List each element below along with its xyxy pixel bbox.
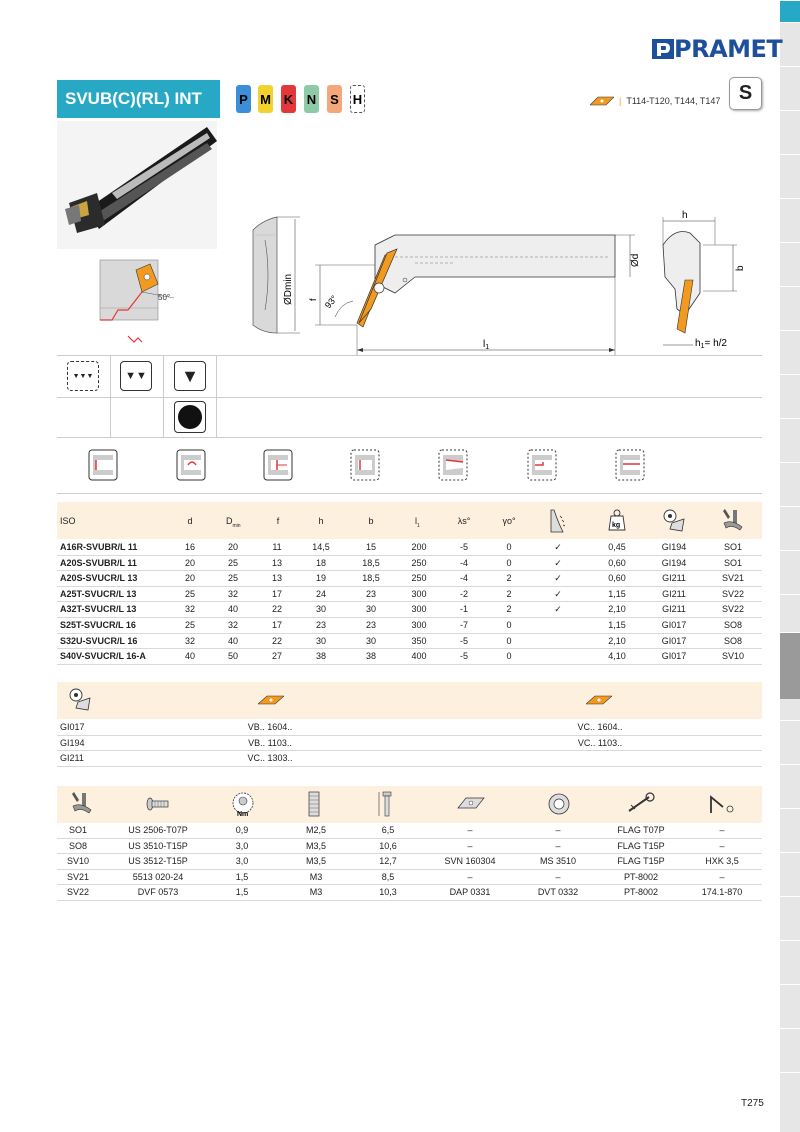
section-tab-strip (780, 0, 800, 1132)
screw-icon (146, 796, 170, 812)
insert-table-row-divider (57, 750, 762, 751)
insert-table-cell: GI211 (60, 753, 84, 764)
main-table-cell: 13 (271, 557, 282, 568)
operation-facing-icon (263, 449, 293, 481)
main-table-cell: 20 (184, 557, 195, 568)
parts-table-cell: FLAG T15P (617, 840, 665, 851)
dim-h1-label: $h_1= h/2$ (695, 338, 727, 350)
main-table-cell: -4 (459, 573, 468, 584)
main-table-cell: 1,15 (608, 588, 626, 599)
main-table-cell: -7 (459, 620, 468, 630)
main-table-cell: 11 (272, 542, 282, 552)
parts-table-cell: 0,9 (235, 825, 249, 835)
main-table-cell: 2 (506, 588, 512, 599)
parts-table-cell: SV10 (66, 856, 90, 867)
material-badge-p: P (236, 85, 251, 113)
main-table-cell: GI194 (661, 557, 687, 568)
main-table-cell: -4 (459, 557, 468, 568)
main-table-cell: A20S-SVUCR/L 13 (60, 573, 138, 584)
main-table-cell: 0 (506, 635, 512, 646)
main-table-cell: 200 (411, 542, 427, 552)
parts-table-cell: FLAG T07P (617, 825, 665, 835)
parts-table-cell: SV22 (66, 887, 90, 898)
main-table-cell: 300 (411, 604, 427, 615)
main-table-cell: 15 (365, 542, 376, 552)
main-table-cell: -2 (459, 588, 468, 599)
parts-table-cell: 5513 020-24 (132, 871, 184, 882)
pramet-logo-text: PRAMET (674, 35, 783, 63)
coolant-icon (548, 508, 568, 534)
parts-table-cell: – (555, 825, 561, 835)
main-table-header (57, 502, 762, 539)
operation-boring-icon (88, 449, 118, 481)
main-table-cell: GI211 (662, 588, 686, 599)
main-table-cell: 300 (411, 620, 427, 630)
main-table-cell: 30 (315, 604, 326, 615)
main-table-cell: 0,60 (608, 573, 626, 584)
medium-cut-icon: ▼▼ (120, 361, 152, 391)
main-table-cell: -5 (459, 542, 468, 552)
main-table-cell: ✓ (554, 588, 562, 599)
main-table-cell: SO1 (723, 557, 742, 568)
main-table-cell: 23 (365, 620, 376, 630)
main-table-cell: GI017 (661, 635, 687, 646)
main-table-cell: GI211 (662, 573, 686, 584)
parts-table-cell: SV21 (66, 871, 90, 882)
main-table-cell: SV21 (721, 573, 745, 584)
parts-table-cell: HXK 3,5 (705, 856, 739, 867)
main-table-cell: 300 (411, 588, 427, 599)
main-table-cell: 19 (315, 573, 326, 584)
parts-table-cell: 3,0 (235, 856, 249, 867)
main-table-cell: 32 (184, 635, 195, 646)
parts-table-cell: – (719, 840, 725, 851)
main-table-cell: A16R-SVUBR/L 11 (60, 542, 138, 552)
insert-reference-text: T114-T120, T144, T147 (626, 96, 721, 106)
main-table-cell: 250 (411, 573, 427, 584)
main-table-cell: 40 (184, 651, 195, 662)
main-table-cell: 25 (227, 557, 238, 568)
parts-table-cell: US 3510-T15P (128, 840, 188, 851)
col-header-lambda: λs° (457, 516, 471, 526)
parts-table-cell: PT-8002 (623, 887, 659, 898)
main-table-cell: 400 (411, 651, 427, 662)
parts-table-cell: – (719, 825, 725, 835)
parts-table-cell: 10,3 (379, 887, 397, 898)
parts-table-cell: 8,5 (381, 871, 395, 882)
parts-table-cell: 1,5 (235, 887, 249, 898)
main-table-cell: 0 (506, 651, 512, 662)
parts-table-cell: DVT 0332 (537, 887, 579, 898)
main-table-cell: 0,45 (608, 542, 626, 552)
main-table-cell: 2 (506, 573, 512, 584)
parts-table-cell: DAP 0331 (449, 887, 491, 898)
main-table-cell: 23 (315, 620, 326, 630)
main-table-cell: 32 (227, 620, 238, 630)
main-table-cell: 30 (365, 635, 376, 646)
parts-table-cell: FLAG T15P (617, 856, 665, 867)
insert-table-row-divider (57, 766, 762, 767)
main-table-cell: 30 (315, 635, 326, 646)
main-table-cell: SV10 (721, 651, 745, 662)
light-cut-icon: ▼▼▼ (67, 361, 99, 391)
main-table-cell: 13 (271, 573, 282, 584)
main-table-cell: 30 (365, 604, 376, 615)
main-table-cell: 18,5 (362, 557, 380, 568)
main-table-cell: 23 (365, 588, 376, 599)
main-table-cell: -5 (459, 651, 468, 662)
parts-table-cell: M3,5 (305, 840, 326, 851)
insert-table-cell: VB.. 1604.. (247, 722, 293, 732)
section-tab-current (780, 632, 800, 699)
operation-internal-icon (350, 449, 380, 481)
dim-l1-label: $l_1$ (483, 339, 490, 351)
main-table-cell: 14,5 (312, 542, 330, 552)
main-table-cell: ✓ (554, 573, 562, 584)
insert-table-cell: VC.. 1103.. (577, 737, 623, 748)
col-header-l1: $l_1$ (415, 516, 420, 529)
parts-table-cell: 174.1-870 (701, 887, 743, 898)
main-table-cell: 17 (271, 588, 282, 599)
svg-text:Nm: Nm (237, 811, 249, 818)
main-table-cell: SO8 (723, 635, 742, 646)
insert-table-row-divider (57, 735, 762, 736)
main-table-cell: 0,60 (608, 557, 626, 568)
main-table-cell: S32U-SVUCR/L 16 (60, 635, 138, 646)
operation-chamfer-icon (615, 449, 645, 481)
main-table-cell: 0 (506, 620, 512, 630)
parts-table-cell: US 3512-T15P (128, 856, 188, 867)
series-letter-badge: S (729, 77, 762, 110)
main-table-cell: 22 (271, 604, 282, 615)
main-table-cell: 250 (411, 557, 427, 568)
parts-table-cell: SO1 (68, 825, 87, 835)
main-table-cell: GI211 (662, 604, 686, 615)
insert-reference: | T114-T120, T144, T147 (590, 96, 720, 106)
material-badge-n: N (304, 85, 319, 113)
main-table-cell: A32T-SVUCR/L 13 (60, 604, 137, 615)
parts-table-cell: 12,7 (379, 856, 397, 867)
main-table-cell: 16 (184, 542, 195, 552)
parts-table-cell: – (555, 871, 561, 882)
main-table-cell: 18,5 (362, 573, 380, 584)
shim-screw-icon (546, 791, 572, 817)
parts-table-cell: US 2506-T07P (128, 825, 188, 835)
main-table-cell: 24 (315, 588, 326, 599)
main-table-cell: 40 (227, 604, 238, 615)
main-table-cell: 0 (506, 557, 512, 568)
main-table-cell: SO8 (723, 620, 742, 630)
insert-table-header (57, 682, 762, 719)
screw-length-icon (377, 790, 397, 818)
pramet-logo (652, 36, 782, 62)
col-header-b: b (368, 516, 374, 526)
main-table-cell: 38 (365, 651, 376, 662)
col-header-iso: ISO (60, 516, 76, 526)
parts-table-cell: M3 (309, 887, 323, 898)
section-tab-active-top (780, 0, 800, 23)
main-table-cell: 18 (315, 557, 326, 568)
main-table-cell: A20S-SVUBR/L 11 (60, 557, 137, 568)
insert-table-cell: GI194 (60, 737, 85, 748)
main-table-cell: 25 (184, 620, 195, 630)
dim-d-label: Ød (630, 253, 641, 267)
main-table-cell: GI017 (661, 651, 687, 662)
main-table-cell: SV22 (721, 588, 745, 599)
parts-table-cell: MS 3510 (539, 856, 577, 867)
key-wrench-icon (625, 791, 657, 815)
main-table-cell: 4,10 (608, 651, 626, 662)
main-table-cell: 0 (506, 542, 512, 552)
insert-clamp-icon (662, 507, 686, 533)
tool-dimension-drawing (245, 205, 765, 365)
insert-table-cell: VC.. 1303.. (247, 753, 293, 764)
hex-key-icon (707, 793, 737, 817)
material-badge-m: M (258, 85, 273, 113)
dim-angle-label: 93° (322, 293, 340, 311)
main-table-cell: ✓ (554, 542, 562, 552)
main-table-cell: SO1 (723, 542, 742, 552)
main-table-cell: 32 (227, 588, 238, 599)
parts-table-cell: – (555, 840, 561, 851)
dim-h-label: h (682, 210, 688, 221)
main-table-cell: 38 (315, 651, 326, 662)
parts-table-cell: SO8 (68, 840, 87, 851)
main-table-cell: S40V-SVUCR/L 16-A (60, 651, 146, 662)
heavy-cut-icon: ▼ (174, 361, 206, 391)
main-table-cell: 2,10 (608, 635, 626, 646)
main-table-cell: 350 (411, 635, 427, 646)
parts-table-cell: – (467, 840, 473, 851)
main-table-cell: 1,15 (608, 620, 626, 630)
main-table-cell: GI194 (661, 542, 687, 552)
parts-table-cell: – (719, 871, 725, 882)
dim-b-label: b (735, 265, 746, 271)
parts-table-cell: PT-8002 (623, 871, 659, 882)
insert-vc-icon (586, 695, 612, 705)
col-header-f: f (276, 516, 280, 526)
parts-table-cell: 6,5 (381, 825, 395, 835)
main-table-cell: 22 (271, 635, 282, 646)
insert-vb-icon (258, 695, 284, 705)
clamp-diagram (98, 258, 178, 348)
operation-profiling-icon (176, 449, 206, 481)
main-table-cell: ✓ (554, 557, 562, 568)
main-table-cell: 50 (227, 651, 238, 662)
main-table-cell: 40 (227, 635, 238, 646)
col-header-gamma: γo° (502, 516, 516, 526)
operation-taper-icon (438, 449, 468, 481)
parts-table-cell: DVF 0573 (137, 887, 179, 898)
main-table-cell: 17 (271, 620, 282, 630)
insert-table-cell: VB.. 1103.. (248, 737, 292, 748)
main-table-cell: 32 (184, 604, 195, 615)
insert-diamond-icon (590, 96, 614, 106)
main-table-cell: ✓ (554, 604, 562, 615)
main-table-cell: A25T-SVUCR/L 13 (60, 588, 137, 599)
parts-table-cell: – (467, 825, 473, 835)
parts-table-cell: M2,5 (305, 825, 326, 835)
dim-f-label: f (308, 298, 318, 301)
parts-table-cell: 10,6 (379, 840, 397, 851)
main-table-cell: GI017 (661, 620, 687, 630)
tool-photo (57, 121, 217, 249)
main-table-cell: 20 (184, 573, 195, 584)
main-table-cell: 2 (506, 604, 512, 615)
main-table-cell: -5 (459, 635, 468, 646)
parts-table-cell: SVN 160304 (444, 856, 496, 867)
col-header-d: d (187, 516, 193, 526)
torque-icon (230, 790, 256, 820)
main-table-cell: -1 (459, 604, 468, 615)
spare-parts-icon (70, 790, 94, 816)
thread-icon (306, 790, 322, 818)
main-table-cell: 25 (184, 588, 195, 599)
main-table-cell: 2,10 (608, 604, 626, 615)
main-table-cell: S25T-SVUCR/L 16 (60, 620, 136, 630)
svg-text:kg: kg (612, 522, 621, 529)
pramet-logo-icon (652, 39, 674, 59)
stability-icon (174, 401, 206, 433)
insert-table-cell: VC.. 1604.. (577, 722, 623, 732)
weight-kg-icon (607, 508, 627, 532)
clamp-angle-label: 50° (158, 293, 171, 302)
operation-undercut-icon (527, 449, 557, 481)
insert-table-cell: GI017 (60, 722, 85, 732)
main-table-cell: SV22 (721, 604, 745, 615)
product-title: SVUB(C)(RL) INT (57, 80, 220, 118)
page-number: T275 (741, 1098, 764, 1109)
parts-table-cell: 3,0 (235, 840, 249, 851)
shim-icon (456, 796, 486, 810)
material-badge-s: S (327, 85, 342, 113)
material-badge-h: H (350, 85, 365, 113)
insert-clamp-icon (68, 686, 92, 712)
col-header-h: h (318, 516, 324, 526)
parts-table-cell: M3,5 (305, 856, 326, 867)
parts-table-cell: M3 (309, 871, 323, 882)
main-table-cell: 27 (271, 651, 282, 662)
parts-table-cell: – (467, 871, 473, 882)
dim-dmin-label: ØDmin (283, 273, 294, 305)
main-table-cell: 20 (227, 542, 238, 552)
col-header-dmin: $D_{min}$ (226, 516, 241, 529)
material-badge-k: K (281, 85, 296, 113)
spare-parts-icon (721, 507, 745, 533)
parts-table-cell: 1,5 (235, 871, 249, 882)
main-table-cell: 25 (227, 573, 238, 584)
application-symbol-grid (57, 355, 762, 438)
